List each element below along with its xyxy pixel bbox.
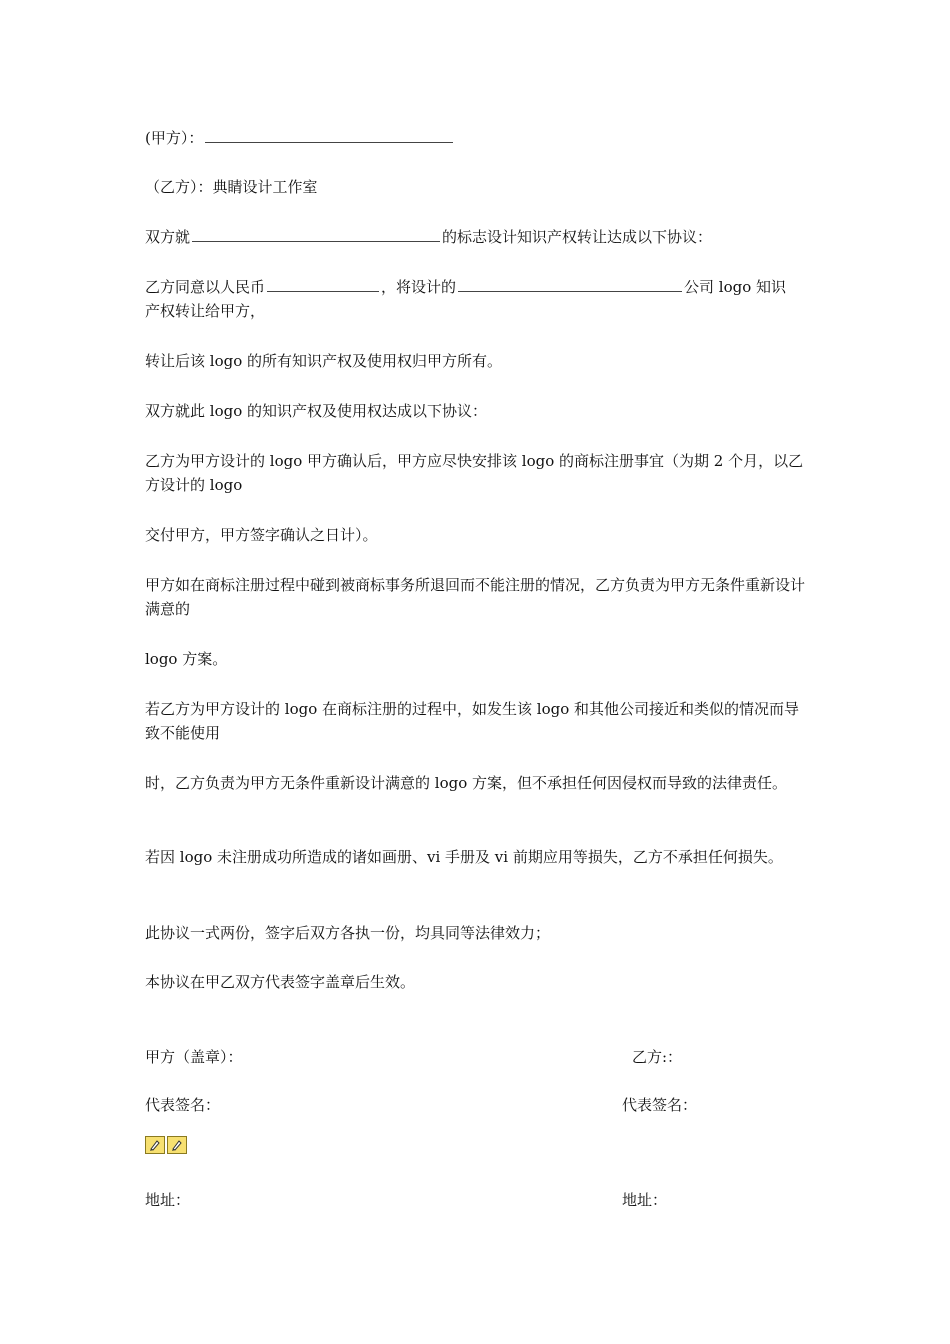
clause-5: 乙方为甲方设计的 logo 甲方确认后，甲方应尽快安排该 logo 的商标注册事宜（为期 2 个月，以乙方设计的 logo [145,452,804,494]
pen-icon[interactable] [167,1136,187,1154]
clause-2-mid: ，将设计的 [381,278,457,296]
party-b-line: （乙方）：典睛设计工作室 [145,178,318,196]
clause-12: 此协议一式两份，签字后双方各执一份，均具同等法律效力； [145,924,551,942]
clause-3: 转让后该 logo 的所有知识产权及使用权归甲方所有。 [145,352,502,370]
price-blank[interactable] [267,275,379,292]
pen-icon[interactable] [145,1136,165,1154]
party-b-seal: 乙方:： [632,1048,683,1066]
party-a-line [145,126,455,150]
rep-sign-b: 代表签名： [622,1096,698,1114]
clause-1-prefix: 双方就 [145,228,191,246]
address-a: 地址： [145,1191,191,1209]
signature-icons [145,1136,187,1154]
address-b: 地址： [622,1191,668,1209]
clause-8: logo 方案。 [145,650,228,668]
party-a-name-blank[interactable] [205,126,453,143]
party-a-seal: 甲方（盖章）： [145,1048,243,1066]
company-blank[interactable] [458,275,682,292]
clause-2-line1 [145,275,786,299]
clause-1-suffix: 的标志设计知识产权转让达成以下协议： [442,228,713,246]
clause-9: 若乙方为甲方设计的 logo 在商标注册的过程中，如发生该 logo 和其他公司接近和类似的情况而导致不能使用 [145,700,799,742]
clause-2-line2: 产权转让给甲方， [145,302,266,320]
logo-subject-blank[interactable] [192,225,440,242]
clause-4: 双方就此 logo 的知识产权及使用权达成以下协议： [145,402,487,420]
party-a-label: (甲方）： [145,129,204,147]
clause-11: 若因 logo 未注册成功所造成的诸如画册、vi 手册及 vi 前期应用等损失，乙方不承担任何损失。 [145,848,783,866]
clause-1 [145,225,712,249]
rep-sign-a: 代表签名： [145,1096,221,1114]
clause-2-prefix: 乙方同意以人民币 [145,278,266,296]
clause-10: 时，乙方负责为甲方无条件重新设计满意的 logo 方案，但不承担任何因侵权而导致的法律责任。 [145,774,788,792]
clause-7: 甲方如在商标注册过程中碰到被商标事务所退回而不能注册的情况，乙方负责为甲方无条件重新设计满意的 [145,576,806,618]
clause-2-suffix: 公司 logo 知识 [684,278,787,296]
clause-13: 本协议在甲乙双方代表签字盖章后生效。 [145,973,416,991]
clause-6: 交付甲方，甲方签字确认之日计）。 [145,526,378,544]
